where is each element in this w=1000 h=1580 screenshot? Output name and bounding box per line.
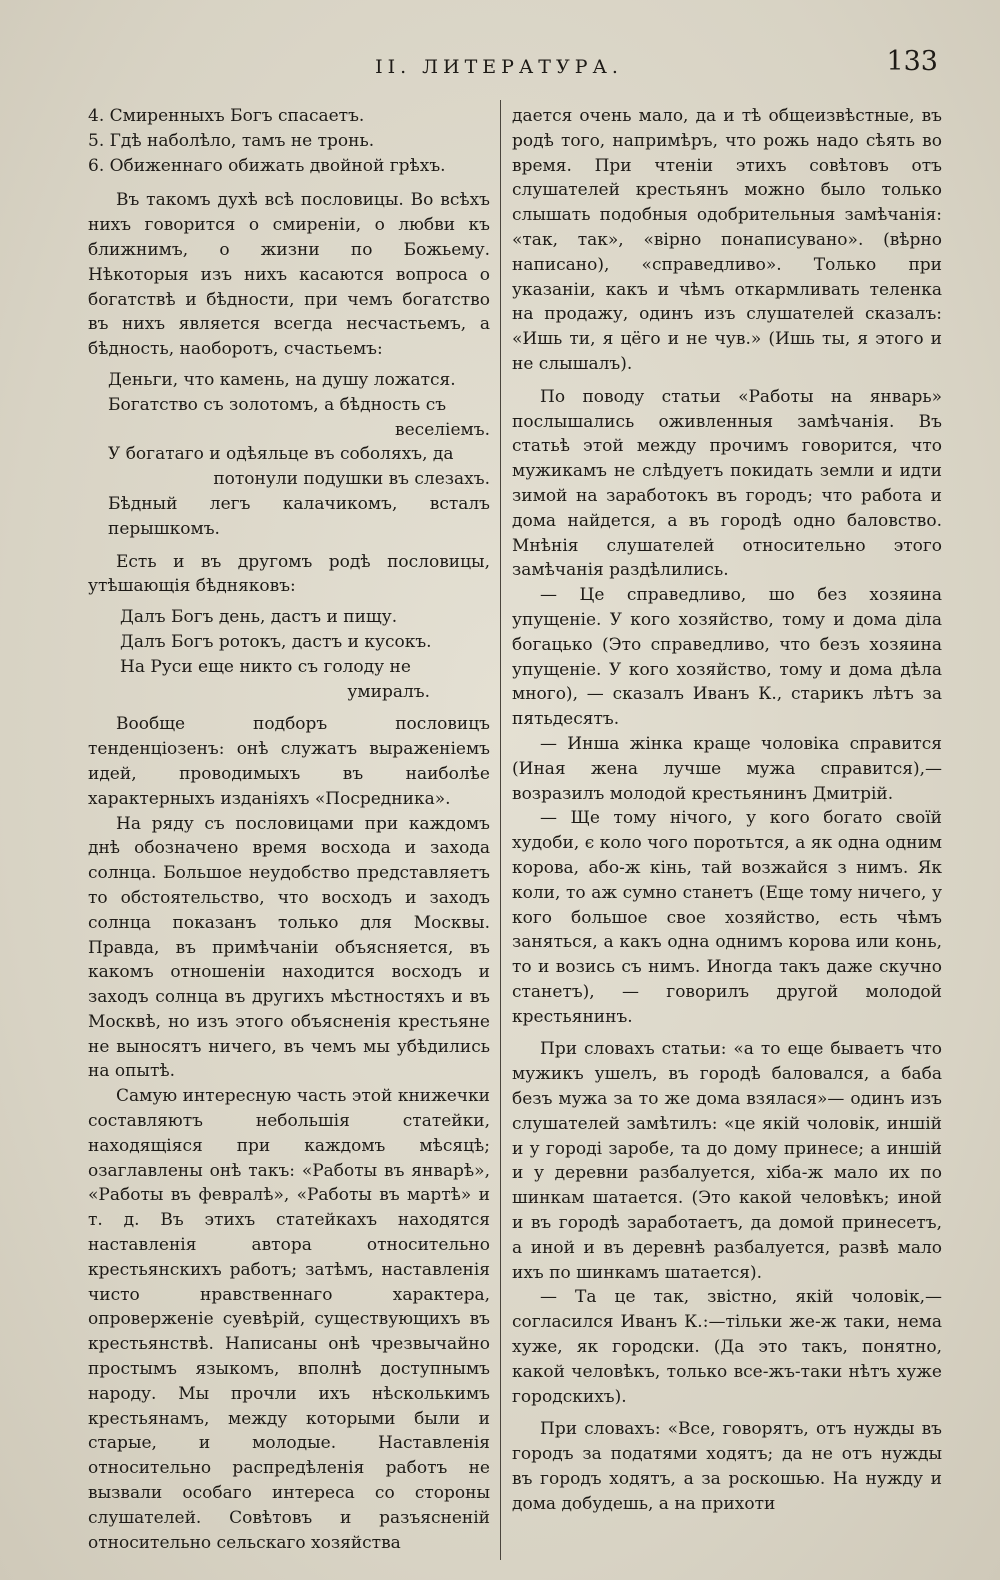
paragraph: Вообще подборъ пословицъ тенденціозенъ: онѣ служатъ выраженіемъ идей, проводимыхъ въ наиболѣе характерныхъ изданіяхъ «Посредника». <box>88 714 490 809</box>
paragraph: Есть и въ другомъ родѣ пословицы, утѣшающія бѣдняковъ: <box>88 551 490 597</box>
column-divider <box>500 100 501 1560</box>
verse-line: потонули подушки въ слезахъ. <box>213 469 490 490</box>
verse-line: На Руси еще никто съ голоду не <box>120 656 411 677</box>
proverb-verse <box>88 605 490 704</box>
running-header <box>60 44 938 84</box>
verse-line: Бѣдный легъ калачикомъ, всталъ перышкомъ. <box>108 493 490 539</box>
right-column <box>512 104 942 1517</box>
verse-line: Далъ Богъ ротокъ, дастъ и кусокъ. <box>120 631 432 652</box>
verse-line: Деньги, что камень, на душу ложатся. <box>108 369 456 390</box>
paragraph: — Инша жінка краще чоловіка справится (Иная жена лучше мужа справится),—возразилъ молодой крестьянинъ Дмитрій. <box>512 733 942 804</box>
paragraph: Самую интересную часть этой книжечки составляютъ небольшія статейки, находящіяся при каждомъ мѣсяцѣ; озаглавлены онѣ такъ: «Работы въ январѣ», «Работы въ февралѣ», «Работы въ мартѣ» и т. д. Въ этихъ статейкахъ находятся наставленія автора относительно крестьянскихъ работъ; затѣмъ, наставленія чисто нравственнаго характера, опроверженіе суевѣрій, существующихъ въ крестьянствѣ. Написаны онѣ чрезвычайно простымъ языкомъ, вполнѣ доступнымъ народу. Мы прочли ихъ нѣсколькимъ крестьянамъ, между которыми были и старые, и молодые. Наставленія относительно распредѣленія работъ не вызвали особаго интереса со стороны слушателей. Совѣтовъ и разъясненій относительно сельскаго хозяйства <box>88 1086 490 1553</box>
verse-line: У богатаго и одѣяльце въ соболяхъ, да <box>108 444 454 465</box>
verse-line: Далъ Богъ день, дастъ и пищу. <box>120 607 398 628</box>
paragraph: По поводу статьи «Работы на январь» послышались оживленныя замѣчанія. Въ статьѣ этой между прочимъ говорится, что мужикамъ не слѣдуетъ покидать земли и идти зимой на заработокъ въ городъ; что работа и дома найдется, а въ городѣ одно баловство. Мнѣнія слушателей относительно этого замѣчанія раздѣлились. <box>512 386 942 581</box>
paragraph: дается очень мало, да и тѣ общеизвѣстные, въ родѣ того, напримѣръ, что рожь надо сѣять во время. При чтеніи этихъ совѣтовъ отъ слушателей крестьянъ можно было только слышать подобныя одобрительныя замѣчанія: «так, так», «вірно понаписувано». (вѣрно написано), «справедливо». Только при указаніи, какъ и чѣмъ откармливать теленка на продажу, одинъ изъ слушателей сказалъ: «Ишь ти, я цёго и не чув.» (Ишь ты, я этого и не слышалъ). <box>512 106 942 374</box>
paragraph: При словахъ статьи: «а то еще бываетъ что мужикъ ушелъ, въ городѣ баловался, а баба безъ мужа за то же дома взялася»— одинъ изъ слушателей замѣтилъ: «це якій чоловік, иншій и у городі заробе, та до дому принесе; а иншій и у деревни разбалуется, хіба-ж мало их по шинкам шатается. (Это какой человѣкъ; иной и въ городѣ заработаетъ, да домой принесетъ, а иной и въ деревнѣ разбалуется, развѣ мало ихъ по шинкамъ шатается). <box>512 1039 942 1283</box>
page-number: 133 <box>886 46 938 77</box>
verse-line: Богатство съ золотомъ, а бѣдность съ <box>108 394 447 415</box>
proverb-list <box>88 104 490 178</box>
paragraph: При словахъ: «Все, говорятъ, отъ нужды въ городъ за податями ходятъ; да не отъ нужды въ городъ ходятъ, а за роскошью. На нужду и дома добудешь, а на прихоти <box>512 1419 942 1514</box>
paragraph: Въ такомъ духѣ всѣ пословицы. Во всѣхъ нихъ говорится о смиреніи, о любви къ ближнимъ, о жизни по Божьему. Нѣкоторыя изъ нихъ касаются вопроса о богатствѣ и бѣдности, при чемъ богатство въ нихъ является всегда несчастьемъ, а бѣдность, наоборотъ, счастьемъ: <box>88 190 490 360</box>
paragraph: — Та це так, звістно, якій чоловік,—согласился Иванъ К.:—тільки же-ж таки, нема хуже, як городски. (Да это такъ, понятно, какой человѣкъ, только все-жъ-таки нѣтъ хуже городскихъ). <box>512 1287 942 1407</box>
proverb-verse <box>88 368 490 542</box>
list-item: 6. Обиженнаго обижать двойной грѣхъ. <box>88 155 446 176</box>
paragraph: — Це справедливо, шо без хозяина упущеніе. У кого хозяйство, тому и дома діла богацько (Это справедливо, что безъ хозяина упущеніе. У кого хозяйство, тому и дома дѣла много), — сказалъ Иванъ К., старикъ лѣтъ за пятьдесятъ. <box>512 585 942 730</box>
verse-line: веселіемъ. <box>395 419 490 440</box>
list-item: 4. Смиренныхъ Богъ спасаетъ. <box>88 106 365 126</box>
paragraph: На ряду съ пословицами при каждомъ днѣ обозначено время восхода и захода солнца. Большое неудобство представляетъ то обстоятельство, что восходъ и заходъ солнца показанъ только для Москвы. Правда, въ примѣчаніи объясняется, въ какомъ отношеніи находится восходъ и заходъ солнца въ другихъ мѣстностяхъ и въ Москвѣ, но изъ этого объясненія крестьяне не выносятъ ничего, въ чемъ мы убѣдились на опытѣ. <box>88 813 490 1082</box>
left-column <box>88 104 490 1555</box>
verse-line: умиралъ. <box>347 681 430 702</box>
paragraph: — Ще тому нічого, у кого богато своїй худоби, є коло чого поротьтся, а як одна одним корова, або-ж кінь, тай возжайся з нимъ. Як коли, то аж сумно станетъ (Еще тому ничего, у кого большое свое хозяйство, есть чѣмъ заняться, а какъ одна однимъ корова или конь, то и возись съ нимъ. Иногда такъ даже скучно станетъ), — говорилъ другой молодой крестьянинъ. <box>512 808 942 1027</box>
section-title: II. ЛИТЕРАТУРА. <box>375 56 623 78</box>
list-item: 5. Гдѣ наболѣло, тамъ не тронь. <box>88 130 375 151</box>
